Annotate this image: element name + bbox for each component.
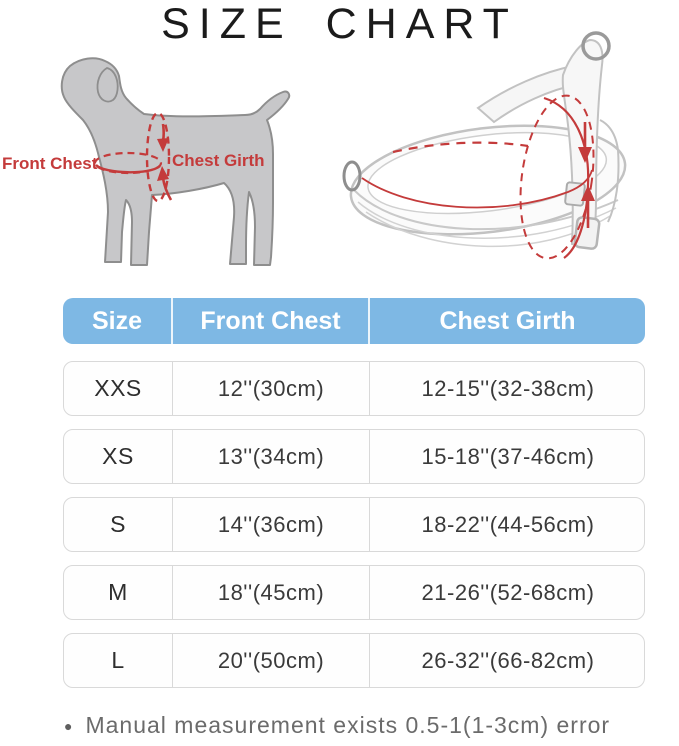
page-title: SIZE CHART (161, 0, 518, 48)
front-chest-value: 20''(50cm) (172, 634, 369, 687)
harness-sketch-icon (338, 30, 679, 290)
harness-diagram (338, 30, 679, 290)
front-chest-value: 12''(30cm) (172, 362, 369, 415)
front-chest-value: 14''(36cm) (172, 498, 369, 551)
column-header-chest-girth: Chest Girth (368, 298, 645, 344)
table-row (63, 633, 645, 688)
chest-girth-label: Chest Girth (172, 151, 265, 170)
size-value: XS (102, 443, 134, 469)
front-chest-label: Front Chest (2, 154, 98, 173)
slider-buckle-icon (565, 182, 585, 206)
measurement-note (64, 712, 610, 739)
chest-girth-value: 12-15''(32-38cm) (369, 362, 645, 415)
chest-girth-value: 18-22''(44-56cm) (369, 498, 645, 551)
table-row (63, 565, 645, 620)
size-value: M (108, 579, 128, 605)
front-chest-value: 13''(34cm) (172, 430, 369, 483)
note-text: Manual measurement exists 0.5-1(1-3cm) error (85, 712, 611, 738)
size-table-header (63, 298, 645, 344)
size-value: XXS (94, 375, 142, 401)
column-header-front-chest: Front Chest (171, 298, 368, 344)
size-table (63, 298, 645, 688)
size-value: L (111, 647, 125, 673)
table-row (63, 361, 645, 416)
dog-measurement-diagram (0, 52, 340, 282)
size-value: S (110, 511, 126, 537)
chest-girth-value: 26-32''(66-82cm) (369, 634, 645, 687)
bullet-icon: ● (64, 717, 73, 734)
column-header-size: Size (91, 306, 143, 335)
table-row (63, 497, 645, 552)
front-chest-value: 18''(45cm) (172, 566, 369, 619)
chest-girth-value: 21-26''(52-68cm) (369, 566, 645, 619)
chest-girth-value: 15-18''(37-46cm) (369, 430, 645, 483)
dog-silhouette-icon (0, 52, 340, 282)
table-row (63, 429, 645, 484)
